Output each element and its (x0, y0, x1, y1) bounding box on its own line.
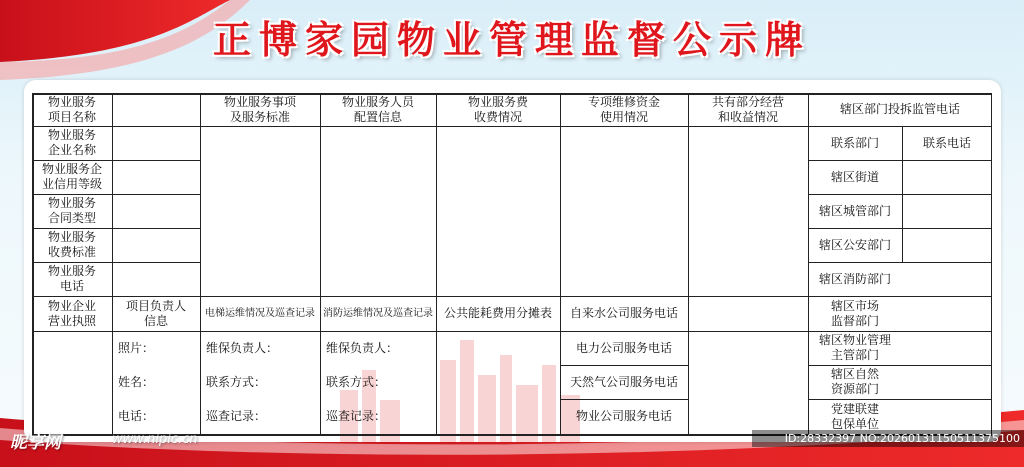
contact-dept-urban: 辖区城管部门 (818, 203, 891, 218)
image-id-bar: ID:28332397 NO:20260131150511375100 (752, 430, 1024, 447)
label-name: 姓名： (118, 374, 155, 389)
label-fee-standard: 物业服务 收费标准 (47, 230, 96, 259)
label-contact-elevator: 联系方式： (206, 374, 267, 389)
info-table (32, 93, 992, 435)
label-business-license: 物业企业 营业执照 (47, 298, 96, 328)
label-energy-cost: 公共能耗费用分摊表 (443, 306, 552, 320)
label-property-phone: 物业公司服务电话 (575, 409, 672, 423)
header-staff: 物业服务人员 配置信息 (341, 94, 414, 124)
watermark-url: www.nipic.cn (112, 432, 198, 447)
contact-phone-header: 联系电话 (922, 135, 971, 150)
label-manager-info: 项目负责人 信息 (125, 298, 186, 328)
label-power-phone: 电力公司服务电话 (575, 340, 672, 355)
contact-dept-street: 辖区街道 (830, 169, 879, 184)
label-company-name: 物业服务 企业名称 (47, 128, 96, 157)
label-tel: 电话： (118, 409, 155, 423)
label-inspect-fire: 巡查记录： (326, 409, 387, 423)
label-credit-level: 物业服务企 业信用等级 (41, 162, 102, 191)
contact-dept-market: 辖区市场 监督部门 (830, 298, 879, 328)
contact-dept-police: 辖区公安部门 (818, 237, 891, 252)
board-title: 正博家园物业管理监督公示牌 (212, 18, 811, 62)
label-fire-records: 消防运维情况及巡查记录 (323, 308, 433, 319)
contact-dept-party: 党建联建 包保单位 (830, 401, 879, 431)
header-common-parts: 共有部分经营 和收益情况 (711, 94, 784, 124)
label-maint-person-fire: 维保负责人： (326, 340, 399, 355)
contact-dept-resources: 辖区自然 资源部门 (830, 367, 879, 396)
header-maintenance-fund: 专项维修资金 使用情况 (587, 94, 660, 124)
label-water-phone: 自来水公司服务电话 (569, 306, 678, 320)
header-complaint-phones: 辖区部门投拆监管电话 (839, 102, 960, 116)
header-service-items: 物业服务事项 及服务标准 (223, 94, 296, 124)
label-inspect-elevator: 巡查记录： (206, 409, 267, 423)
label-gas-phone: 天然气公司服务电话 (569, 374, 678, 389)
label-contact-fire: 联系方式： (326, 374, 387, 389)
contact-dept-property: 辖区物业管理 主管部门 (818, 333, 891, 362)
label-photo: 照片： (118, 340, 155, 355)
contact-dept-fire: 辖区消防部门 (818, 271, 891, 286)
contact-dept-header: 联系部门 (830, 135, 879, 150)
label-contract-type: 物业服务 合同类型 (47, 196, 96, 225)
watermark-logo: 昵享网 (10, 433, 61, 453)
label-maint-person-elevator: 维保负责人： (206, 340, 279, 355)
label-service-phone: 物业服务 电话 (47, 264, 96, 293)
label-elevator-records: 电梯运维情况及巡查记录 (205, 308, 315, 319)
label-project-name: 物业服务 项目名称 (47, 94, 96, 124)
header-fees: 物业服务费 收费情况 (467, 94, 528, 124)
